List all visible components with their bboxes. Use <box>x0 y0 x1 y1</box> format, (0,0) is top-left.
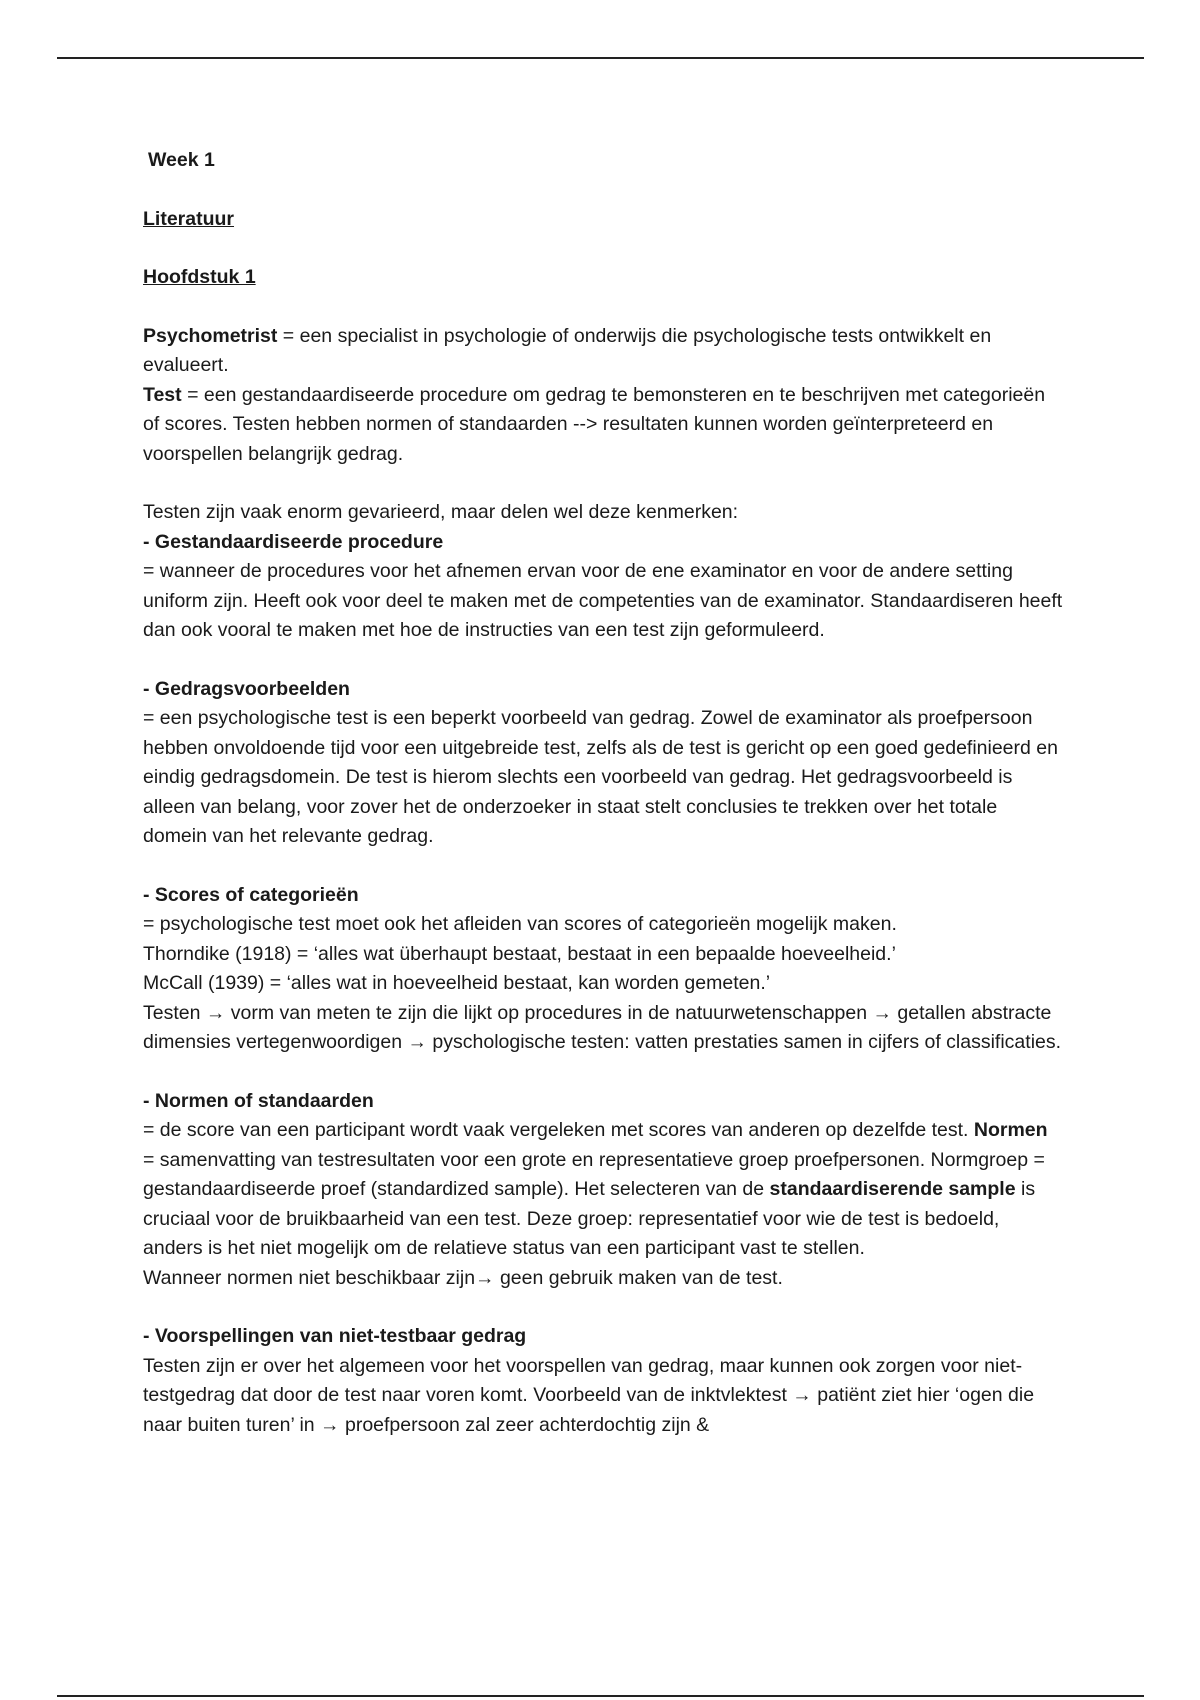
section-title-gedragsvoorbeelden: - Gedragsvoorbeelden <box>143 677 350 700</box>
psychometrist-term: Psychometrist <box>143 324 278 347</box>
section-title-scores: - Scores of categorieën <box>143 883 359 906</box>
test-definition <box>143 381 1063 470</box>
normen-text-1: = de score van een participant wordt vaak vergeleken met scores van anderen op dezelfde test. <box>143 1119 974 1141</box>
normen-term: Normen <box>973 1119 1048 1141</box>
psychometrist-text: = een specialist in psychologie of onderwijs die psychologische tests ontwikkelt en evalueert. <box>143 324 992 376</box>
test-text: = een gestandaardiseerde procedure om gedrag te bemonsteren en te beschrijven met categorieën of scores. Testen hebben normen of standaarden --> resultaten kunnen worden geïnterpreteerd en voorspellen belangrijk gedrag. <box>143 383 1046 465</box>
document-page <box>143 146 1063 1440</box>
chapter-heading: Hoofdstuk 1 <box>143 266 256 288</box>
scores-line-thorndike: Thorndike (1918) = ‘alles wat überhaupt bestaat, bestaat in een bepaalde hoeveelheid.’ <box>143 942 896 965</box>
section-title-normen: - Normen of standaarden <box>143 1089 374 1112</box>
section-body-gedragsvoorbeelden: = een psychologische test is een beperkt voorbeeld van gedrag. Zowel de examinator als proefpersoon hebben onvoldoende tijd voor een uitgebreide test, zelfs als de test is gericht op een goed gedefinieerd en eindig gedragsdomein. De test is hierom slechts een voorbeeld van gedrag. Het gedragsvoorbeeld is alleen van belang, voor zover het de onderzoeker in staat stelt conclusies te trekken over het totale domein van het relevante gedrag. <box>143 707 1058 847</box>
section-body-procedure: = wanneer de procedures voor het afnemen ervan voor de ene examinator en voor de andere setting uniform zijn. Heeft ook voor deel te maken met de competenties van de examinator. Standaardiseren heeft dan ook vooral te maken met hoe de instructies van een test zijn geformuleerd. <box>143 560 1063 641</box>
scores-line-testen: Testen → vorm van meten te zijn die lijkt op procedures in de natuurwetenschappen → getallen abstracte dimensies vertegenwoordigen → pyschologische testen: vatten prestaties samen in cijfers of classificaties. <box>143 1001 1062 1053</box>
sample-term: standaardiserende sample <box>769 1178 1016 1200</box>
literatuur-heading: Literatuur <box>143 207 235 230</box>
section-title-procedure: - Gestandaardiseerde procedure <box>143 530 444 553</box>
normen-text-2: = samenvatting van testresultaten voor een grote en representatieve groep proefpersonen. Normgroep = gestandaardiseerde proef (standardized sample). Het selecteren van de <box>143 1148 1045 1200</box>
section-body-normen <box>143 1116 1063 1264</box>
top-rule <box>57 57 1144 59</box>
normen-line-last: Wanneer normen niet beschikbaar zijn→ geen gebruik maken van de test. <box>143 1266 783 1289</box>
section-title-voorspellingen: - Voorspellingen van niet-testbaar gedrag <box>143 1325 527 1347</box>
normen-text-3: is cruciaal voor de bruikbaarheid van een test. Deze groep: representatief voor wie de test is bedoeld, anders is het niet mogelijk om de relatieve status van een participant vast te stellen. <box>143 1178 1036 1259</box>
test-term: Test <box>143 383 182 406</box>
section-body-voorspellingen: Testen zijn er over het algemeen voor het voorspellen van gedrag, maar kunnen ook zorgen voor niet-testgedrag dat door de test naar voren komt. Voorbeeld van de inktvlektest → patiënt ziet hier ‘ogen die naar buiten turen’ in → proefpersoon zal zeer achterdochtig zijn & <box>143 1354 1035 1436</box>
scores-line-1: = psychologische test moet ook het afleiden van scores of categorieën mogelijk maken. <box>143 913 897 935</box>
kenmerken-intro: Testen zijn vaak enorm gevarieerd, maar delen wel deze kenmerken: <box>143 501 739 523</box>
psychometrist-definition <box>143 322 1063 381</box>
scores-line-mccall: McCall (1939) = ‘alles wat in hoeveelheid bestaat, kan worden gemeten.’ <box>143 972 771 994</box>
week-heading: Week 1 <box>148 149 215 171</box>
bottom-rule <box>57 1695 1144 1697</box>
